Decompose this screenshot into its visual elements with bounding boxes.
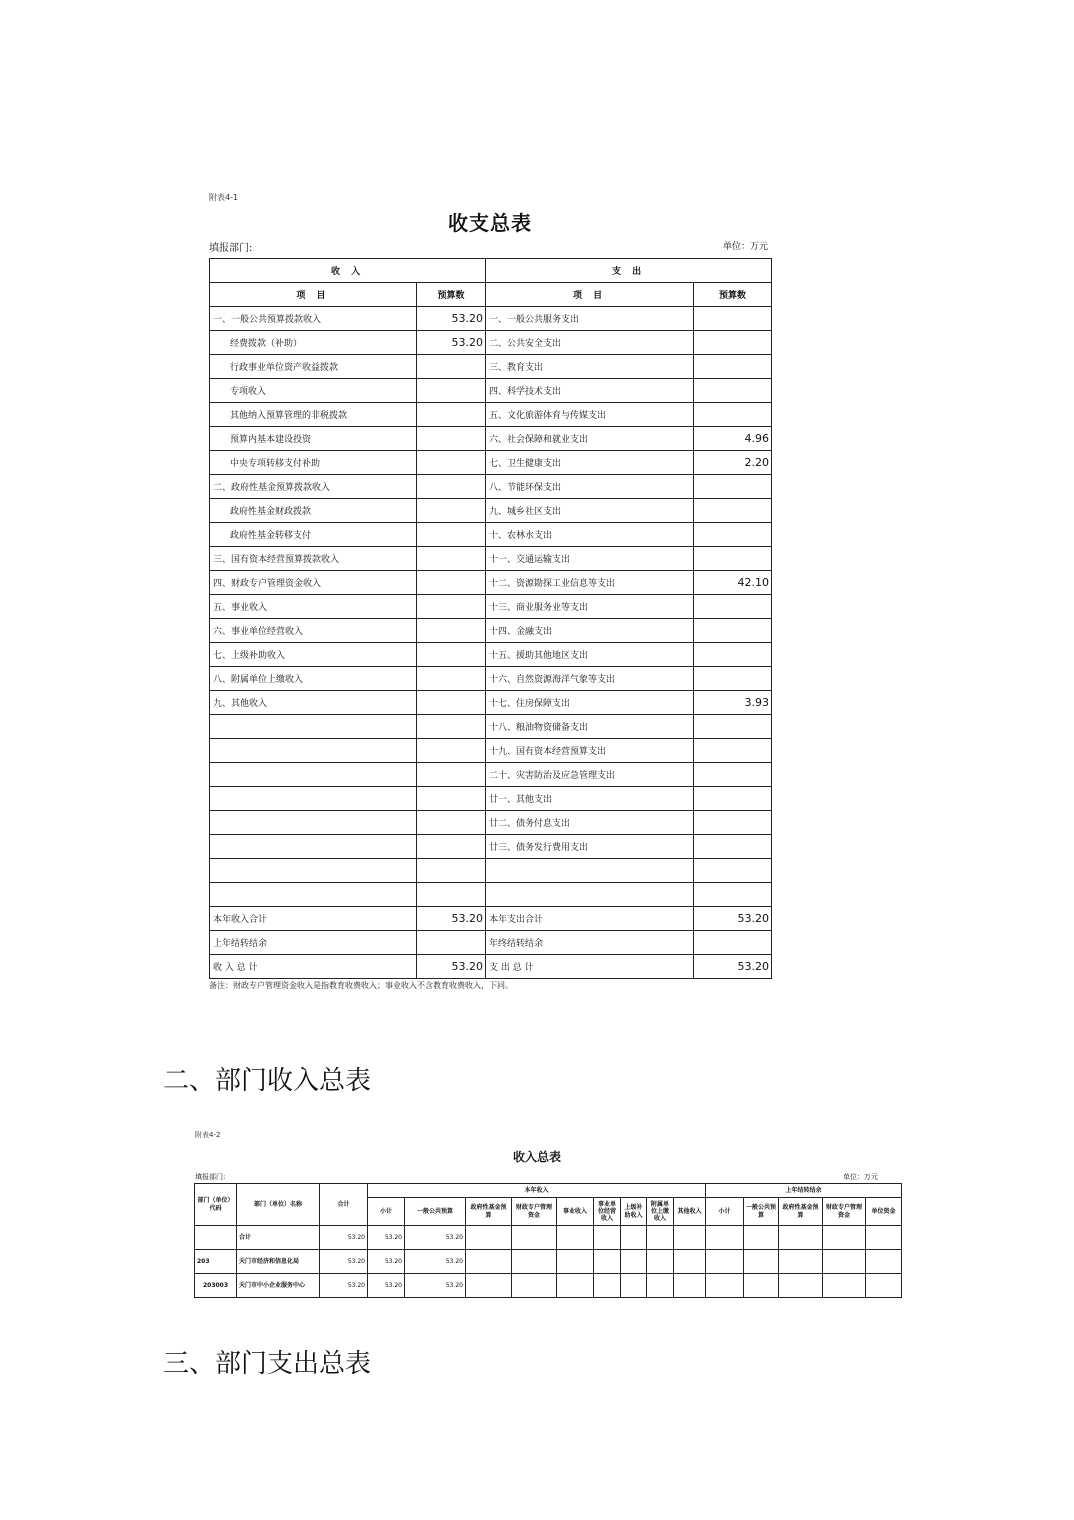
summary-row [210,355,772,379]
expense-budget-cell [694,643,772,667]
dept-code-header: 部门（单位）代码 [195,1184,237,1226]
empty-cell [674,1250,706,1274]
income-item-cell: 五、事业收入 [210,595,417,619]
income-item-cell: 其他纳入预算管理的非税拨款 [210,403,417,427]
empty-cell [466,1226,512,1250]
expense-item-cell: 一、一般公共服务支出 [486,307,694,331]
summary-row [210,547,772,571]
income-item-cell: 上年结转结余 [210,931,417,955]
table-row [195,1250,902,1274]
empty-cell [866,1226,902,1250]
table1-dept-label: 填报部门: [209,243,253,254]
empty-cell [674,1274,706,1298]
income-item-cell [210,739,417,763]
expense-item-cell: 十九、国有资本经营预算支出 [486,739,694,763]
expense-item-cell: 廿二、债务付息支出 [486,811,694,835]
income-budget-cell [417,427,486,451]
empty-cell [823,1274,866,1298]
expense-budget-cell [694,547,772,571]
income-item-cell [210,787,417,811]
expense-item-cell: 本年支出合计 [486,907,694,931]
total-cell: 53.20 [320,1250,368,1274]
current-income-col-header: 附属单位上缴收入 [647,1198,674,1226]
summary-row [210,955,772,979]
empty-cell [744,1250,779,1274]
carryover-col-header: 一般公共预算 [744,1198,779,1226]
total-header: 合计 [320,1184,368,1226]
income-budget-cell: 53.20 [417,307,486,331]
carryover-col-header: 单位资金 [866,1198,902,1226]
expense-item-cell: 四、科学技术支出 [486,379,694,403]
current-income-col-header: 事业单位经营收入 [594,1198,621,1226]
income-item-cell: 收 入 总 计 [210,955,417,979]
empty-cell [674,1226,706,1250]
income-budget-header: 预算数 [417,283,486,307]
income-summary-table [194,1183,902,1298]
expense-budget-cell [694,403,772,427]
income-budget-cell [417,499,486,523]
summary-row [210,835,772,859]
expense-budget-cell [694,379,772,403]
empty-cell [823,1250,866,1274]
table1-note: 备注：财政专户管理资金收入是指教育收费收入；事业收入不含教育收费收入，下同。 [209,981,513,990]
expense-budget-cell [694,931,772,955]
income-item-cell: 八、附属单位上缴收入 [210,667,417,691]
dept-name-cell: 天门市中小企业服务中心 [237,1274,320,1298]
section-heading-dept-expense: 三、部门支出总表 [163,1349,372,1379]
expense-budget-cell [694,307,772,331]
expense-item-cell: 二十、灾害防治及应急管理支出 [486,763,694,787]
subtotal-cell: 53.20 [368,1226,405,1250]
income-budget-cell [417,379,486,403]
expense-item-cell: 十五、援助其他地区支出 [486,643,694,667]
income-budget-cell [417,787,486,811]
expense-item-cell: 十八、粮油物资储备支出 [486,715,694,739]
summary-row [210,811,772,835]
income-item-cell: 二、政府性基金预算拨款收入 [210,475,417,499]
empty-cell [647,1250,674,1274]
empty-cell [706,1274,744,1298]
expense-budget-cell [694,787,772,811]
dept-name-header: 部门（单位）名称 [237,1184,320,1226]
table-row [195,1226,902,1250]
income-item-cell [210,811,417,835]
empty-cell [557,1226,594,1250]
income-budget-cell [417,739,486,763]
expense-budget-cell [694,523,772,547]
expense-item-cell: 十、农林水支出 [486,523,694,547]
table1-title: 收支总表 [448,211,532,235]
income-budget-cell [417,523,486,547]
income-item-cell: 本年收入合计 [210,907,417,931]
expense-budget-cell: 53.20 [694,907,772,931]
table1-unit-label: 单位：万元 [722,242,768,252]
empty-cell [706,1226,744,1250]
current-income-col-header: 政府性基金预算 [466,1198,512,1226]
expense-budget-cell: 4.96 [694,427,772,451]
dept-code-cell: 203 [195,1250,237,1274]
income-budget-cell [417,547,486,571]
summary-row [210,571,772,595]
summary-row [210,931,772,955]
carryover-col-header: 政府性基金预算 [779,1198,823,1226]
expense-budget-cell [694,499,772,523]
dept-name-cell: 天门市经济和信息化局 [237,1250,320,1274]
income-item-cell: 政府性基金转移支付 [210,523,417,547]
empty-cell [647,1274,674,1298]
current-income-col-header: 一般公共预算 [405,1198,466,1226]
table2-body [195,1226,902,1298]
summary-row [210,451,772,475]
expense-item-header: 项 目 [486,283,694,307]
summary-row [210,379,772,403]
expense-item-cell: 五、文化旅游体育与传媒支出 [486,403,694,427]
income-item-cell: 经费拨款（补助） [210,331,417,355]
expense-header: 支 出 [486,259,772,283]
expense-item-cell: 二、公共安全支出 [486,331,694,355]
empty-cell [744,1274,779,1298]
income-item-cell [210,763,417,787]
current-income-col-header: 事业收入 [557,1198,594,1226]
general-budget-cell: 53.20 [405,1250,466,1274]
income-item-header: 项 目 [210,283,417,307]
empty-cell [621,1274,647,1298]
expense-item-cell: 七、卫生健康支出 [486,451,694,475]
expense-item-cell: 三、教育支出 [486,355,694,379]
income-budget-cell [417,571,486,595]
income-item-cell: 九、其他收入 [210,691,417,715]
income-item-cell: 一、一般公共预算拨款收入 [210,307,417,331]
dept-name-cell: 合计 [237,1226,320,1250]
general-budget-cell: 53.20 [405,1274,466,1298]
income-budget-cell [417,403,486,427]
income-item-cell: 七、上级补助收入 [210,643,417,667]
expense-item-cell: 年终结转结余 [486,931,694,955]
empty-cell [779,1250,823,1274]
empty-cell [512,1250,557,1274]
table2-dept-label: 填报部门: [195,1173,226,1181]
empty-cell [557,1250,594,1274]
expense-budget-cell [694,619,772,643]
income-item-cell [210,883,417,907]
expense-budget-cell: 2.20 [694,451,772,475]
expense-budget-cell [694,763,772,787]
total-cell: 53.20 [320,1226,368,1250]
summary-row [210,691,772,715]
income-budget-cell [417,931,486,955]
carryover-col-header: 财政专户管理资金 [823,1198,866,1226]
empty-cell [823,1226,866,1250]
empty-cell [594,1274,621,1298]
income-item-cell: 预算内基本建设投资 [210,427,417,451]
income-budget-cell: 53.20 [417,955,486,979]
carryover-col-header: 小计 [706,1198,744,1226]
income-budget-cell [417,355,486,379]
table-row [195,1274,902,1298]
empty-cell [466,1274,512,1298]
expense-item-cell: 支 出 总 计 [486,955,694,979]
summary-row [210,427,772,451]
empty-cell [779,1226,823,1250]
income-item-cell: 中央专项转移支付补助 [210,451,417,475]
income-item-cell: 六、事业单位经营收入 [210,619,417,643]
empty-cell [594,1250,621,1274]
empty-cell [466,1250,512,1274]
income-budget-cell [417,763,486,787]
summary-row [210,595,772,619]
income-item-cell: 政府性基金财政拨款 [210,499,417,523]
income-budget-cell [417,811,486,835]
expense-budget-cell [694,859,772,883]
expense-budget-header: 预算数 [694,283,772,307]
summary-row [210,331,772,355]
income-item-cell [210,859,417,883]
section-heading-dept-income: 二、部门收入总表 [163,1066,372,1096]
expense-budget-cell [694,739,772,763]
summary-row [210,499,772,523]
table1-body [210,307,772,979]
current-year-income-header: 本年收入 [368,1184,706,1198]
table2-unit-label: 单位：万元 [843,1173,878,1181]
income-budget-cell [417,859,486,883]
expense-item-cell [486,883,694,907]
general-budget-cell: 53.20 [405,1226,466,1250]
income-header: 收 入 [210,259,486,283]
subtotal-cell: 53.20 [368,1274,405,1298]
expense-budget-cell [694,883,772,907]
empty-cell [621,1250,647,1274]
carryover-header: 上年结转结余 [706,1184,902,1198]
summary-row [210,907,772,931]
summary-row [210,715,772,739]
expense-budget-cell [694,331,772,355]
dept-code-cell: 203003 [195,1274,237,1298]
empty-cell [512,1226,557,1250]
expense-item-cell: 十三、商业服务业等支出 [486,595,694,619]
expense-budget-cell [694,835,772,859]
expense-item-cell: 十六、自然资源海洋气象等支出 [486,667,694,691]
dept-code-cell [195,1226,237,1250]
expense-item-cell: 十四、金融支出 [486,619,694,643]
summary-row [210,523,772,547]
current-income-col-header: 财政专户管理资金 [512,1198,557,1226]
expense-budget-cell [694,667,772,691]
current-income-col-header: 其他收入 [674,1198,706,1226]
table2-attachment-label: 附表4-2 [195,1131,221,1139]
empty-cell [779,1274,823,1298]
expense-item-cell: 十七、住房保障支出 [486,691,694,715]
expense-item-cell: 十一、交通运输支出 [486,547,694,571]
empty-cell [557,1274,594,1298]
summary-row [210,739,772,763]
income-budget-cell [417,715,486,739]
summary-row [210,643,772,667]
income-budget-cell [417,619,486,643]
income-budget-cell [417,451,486,475]
expense-budget-cell [694,475,772,499]
income-budget-cell: 53.20 [417,907,486,931]
income-item-cell [210,715,417,739]
empty-cell [744,1226,779,1250]
income-budget-cell [417,667,486,691]
total-cell: 53.20 [320,1274,368,1298]
income-budget-cell [417,835,486,859]
income-budget-cell [417,883,486,907]
summary-row [210,787,772,811]
current-income-col-header: 上级补助收入 [621,1198,647,1226]
empty-cell [866,1250,902,1274]
income-item-cell [210,835,417,859]
income-budget-cell [417,595,486,619]
summary-row [210,619,772,643]
table2-title: 收入总表 [512,1150,561,1164]
empty-cell [512,1274,557,1298]
summary-row [210,763,772,787]
income-item-cell: 三、国有资本经营预算拨款收入 [210,547,417,571]
expense-item-cell: 八、节能环保支出 [486,475,694,499]
income-budget-cell [417,643,486,667]
expense-budget-cell [694,355,772,379]
income-expense-summary-table [209,258,772,979]
summary-row [210,667,772,691]
income-budget-cell: 53.20 [417,331,486,355]
summary-row [210,859,772,883]
empty-cell [594,1226,621,1250]
empty-cell [866,1274,902,1298]
expense-item-cell: 廿一、其他支出 [486,787,694,811]
empty-cell [647,1226,674,1250]
expense-item-cell: 十二、资源勘探工业信息等支出 [486,571,694,595]
expense-budget-cell: 3.93 [694,691,772,715]
income-budget-cell [417,691,486,715]
expense-item-cell: 廿三、债务发行费用支出 [486,835,694,859]
expense-item-cell: 六、社会保障和就业支出 [486,427,694,451]
table1-attachment-label: 附表4-1 [209,193,239,202]
summary-row [210,403,772,427]
summary-row [210,883,772,907]
expense-item-cell: 九、城乡社区支出 [486,499,694,523]
income-item-cell: 专项收入 [210,379,417,403]
empty-cell [621,1226,647,1250]
current-income-col-header: 小计 [368,1198,405,1226]
empty-cell [706,1250,744,1274]
expense-budget-cell [694,595,772,619]
expense-budget-cell: 42.10 [694,571,772,595]
expense-budget-cell [694,811,772,835]
subtotal-cell: 53.20 [368,1250,405,1274]
expense-item-cell [486,859,694,883]
income-item-cell: 四、财政专户管理资金收入 [210,571,417,595]
income-item-cell: 行政事业单位资产收益拨款 [210,355,417,379]
expense-budget-cell: 53.20 [694,955,772,979]
expense-budget-cell [694,715,772,739]
summary-row [210,307,772,331]
summary-row [210,475,772,499]
income-budget-cell [417,475,486,499]
